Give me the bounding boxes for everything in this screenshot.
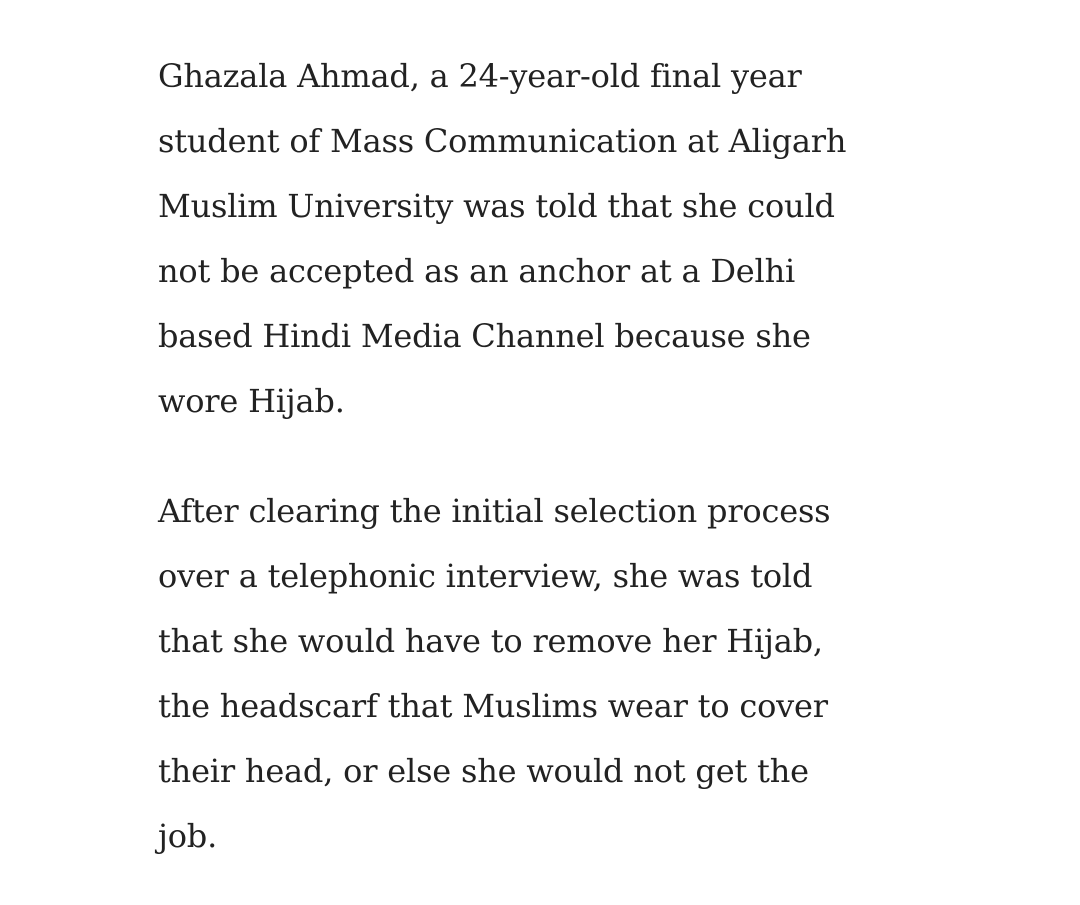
text-line: not be accepted as an anchor at a Delhi <box>158 252 796 290</box>
text-line: their head, or else she would not get the <box>158 752 809 790</box>
text-line: wore Hijab. <box>158 382 345 420</box>
paragraph-1 <box>158 44 938 434</box>
text-line: Ghazala Ahmad, a 24-year-old final year <box>158 57 802 95</box>
text-line: student of Mass Communication at Aligarh <box>158 122 847 160</box>
text-line: job. <box>158 817 218 855</box>
text-line: over a telephonic interview, she was told <box>158 557 813 595</box>
text-line: After clearing the initial selection process <box>158 492 831 530</box>
text-line: Muslim University was told that she could <box>158 187 835 225</box>
text-line: based Hindi Media Channel because she <box>158 317 811 355</box>
text-line: that she would have to remove her Hijab, <box>158 622 823 660</box>
paragraph-2 <box>158 479 938 869</box>
article-body <box>158 44 938 869</box>
text-line: the headscarf that Muslims wear to cover <box>158 687 828 725</box>
